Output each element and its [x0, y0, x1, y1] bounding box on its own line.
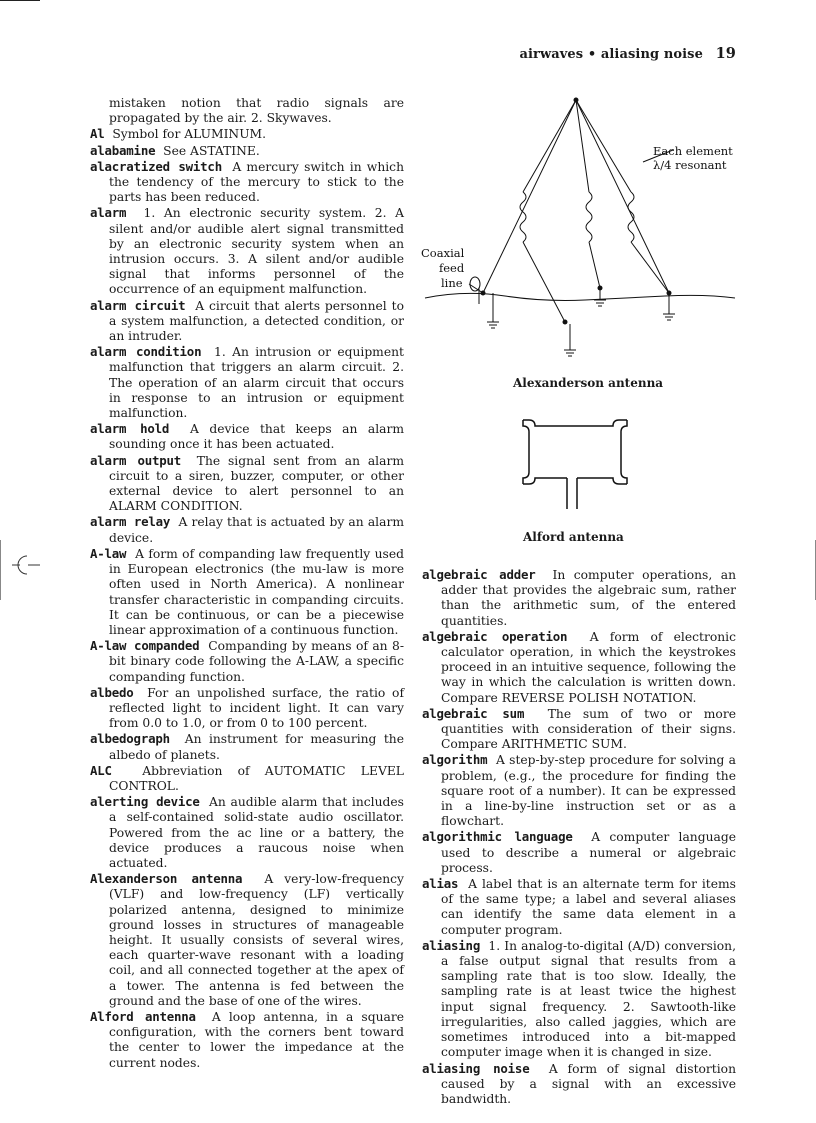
- dictionary-entry: [90, 871, 404, 1009]
- entry-term: alarm output: [90, 452, 182, 468]
- entry-definition: A loop antenna, in a square configuration, with the corners bent toward the center to lower the impedance at the current nodes.: [109, 1009, 405, 1070]
- entry-term: alacratized switch: [90, 158, 222, 174]
- entry-term: algorithmic language: [422, 829, 573, 845]
- element-label-line-2: λ/4 resonant: [653, 158, 727, 172]
- entry-definition: 1. In analog-to-digital (A/D) conversion, a false output signal that results from a sampling rate that is too slow. Ideally, the sampling rate is at least twice the highest input signal frequency. 2. Sawtooth-like irregularities, also called jaggies, which are sometimes introduced into a bit-mapped computer image when it is changed in size.: [441, 938, 736, 1060]
- page-number: 19: [715, 45, 736, 62]
- dictionary-entry: [90, 126, 404, 142]
- figure-caption-alexanderson: Alexanderson antenna: [513, 376, 664, 390]
- entry-term: alarm hold: [90, 421, 170, 437]
- entry-definition: A form of electronic calculator operation, in which the keystrokes proceed in an intuitive sequence, following the way in which the calculation is written down. Compare REVERSE POLISH NOTATION.: [441, 629, 736, 705]
- entry-term: ALC: [90, 762, 112, 778]
- dictionary-entry: [422, 629, 736, 706]
- dictionary-entry: [90, 205, 404, 297]
- alexanderson-antenna-diagram: [415, 92, 745, 367]
- entry-definition: A computer language used to describe a numeral or algebraic process.: [441, 830, 736, 875]
- entry-term: algebraic sum: [422, 705, 525, 721]
- entry-definition: The sum of two or more quantities with consideration of their signs. Compare ARITHMETIC SUM.: [441, 706, 736, 752]
- dictionary-entry: [90, 1009, 404, 1071]
- feed-label-line-2: feed: [439, 261, 465, 275]
- dictionary-entry: [90, 731, 404, 762]
- dictionary-entry: [90, 96, 404, 126]
- entry-definition: Abbreviation of AUTOMATIC LEVEL CONTROL.: [109, 763, 404, 793]
- dictionary-entry: [422, 938, 736, 1061]
- entry-definition: mistaken notion that radio signals are propagated by the air. 2. Skywaves.: [109, 96, 404, 126]
- entry-term: aliasing noise: [422, 1060, 530, 1076]
- entry-definition: Symbol for ALUMINUM.: [112, 127, 267, 142]
- entry-definition: A mercury switch in which the tendency of the mercury to stick to the parts has been reduced.: [109, 159, 404, 205]
- entry-term: alias: [422, 876, 459, 892]
- entry-definition: A device that keeps an alarm sounding once it has been actuated.: [109, 422, 405, 452]
- entry-term: algorithm: [422, 752, 488, 768]
- dictionary-entry: [90, 453, 404, 515]
- dictionary-entry: [90, 685, 404, 732]
- entry-term: alarm: [90, 205, 127, 221]
- entry-definition: For an unpolished surface, the ratio of reflected light to incident light. It can vary from 0.0 to 1.0, or from 0 to 100 percent.: [109, 685, 404, 731]
- entry-definition: Companding by means of an 8-bit binary code following the A-LAW, a specific companding function.: [109, 639, 404, 684]
- entry-term: Al: [90, 126, 105, 142]
- entry-term: aliasing: [422, 937, 481, 953]
- dictionary-entry: [90, 298, 404, 345]
- dictionary-entry: [90, 421, 404, 452]
- dictionary-entry: [90, 344, 404, 421]
- dictionary-entry: [422, 706, 736, 753]
- dictionary-entry: [90, 159, 404, 206]
- entry-term: albedo: [90, 684, 134, 700]
- entry-definition: A very-low-frequency (VLF) and low-frequency (LF) vertically polarized antenna, designed to minimize ground losses in structures of manageable height. It usually consists of several wires, each quarter-wave resonant with a loading coil, and all connected together at the apex of a tower. The antenna is fed between the ground and the base of one of the wires.: [109, 872, 404, 1008]
- entry-term: Alexanderson antenna: [90, 871, 243, 887]
- entry-term: alarm relay: [90, 514, 171, 530]
- entry-term: A-law: [90, 545, 127, 561]
- entry-definition: 1. An electronic security system. 2. A silent and/or audible alert signal transmitted by an electronic security system when an intrusion occurs. 3. A silent and/or audible signal that informs personnel of the occurrence of an equipment malfunction.: [109, 206, 404, 297]
- running-title: airwaves • aliasing noise: [519, 47, 703, 62]
- element-label-line-1: Each element: [653, 144, 733, 158]
- alford-antenna-diagram: [515, 412, 635, 512]
- running-header: [519, 45, 736, 62]
- feed-label-line-3: line: [441, 276, 463, 290]
- entry-term: A-law companded: [90, 638, 200, 654]
- registration-mark: [0, 548, 50, 578]
- dictionary-entry: [90, 794, 404, 871]
- entry-definition: A step-by-step procedure for solving a problem, (e.g., the procedure for finding the square root of a number). It can be expressed in a line-by-line instruction set or as a flowchart.: [441, 753, 736, 829]
- entry-definition: A relay that is actuated by an alarm device.: [109, 515, 404, 545]
- entry-definition: An audible alarm that includes a self-contained solid-state audio oscillator. Powered from the ac line or a battery, the device produces a raucous noise when actuated.: [109, 795, 404, 870]
- entry-term: alerting device: [90, 794, 200, 810]
- entry-term: alabamine: [90, 142, 156, 158]
- entry-definition: The signal sent from an alarm circuit to a siren, buzzer, computer, or other external device to alert personnel to an ALARM CONDITION.: [109, 453, 404, 514]
- figure-caption-alford: Alford antenna: [523, 530, 624, 544]
- dictionary-entry: [90, 546, 404, 638]
- entry-definition: A form of companding law frequently used in European electronics (the mu-law is more often used in North America). A nonlinear transfer characteristic in companding circuits. It can be continuous, or can be a piecewise linear approximation of a continuous function.: [109, 546, 404, 637]
- dictionary-entry: [422, 829, 736, 876]
- left-column: [90, 96, 404, 1071]
- entry-term: alarm condition: [90, 344, 202, 360]
- dictionary-entry: [90, 638, 404, 685]
- entry-definition: An instrument for measuring the albedo of planets.: [109, 732, 404, 762]
- entry-term: algebraic adder: [422, 567, 536, 582]
- entry-definition: A circuit that alerts personnel to a system malfunction, a detected condition, or an intruder.: [109, 298, 404, 344]
- entry-definition: See ASTATINE.: [163, 143, 260, 158]
- entry-definition: In computer operations, an adder that provides the algebraic sum, rather than the arithmetic sum, of the entered quantities.: [441, 568, 736, 628]
- entry-definition: 1. An intrusion or equipment malfunction that triggers an alarm circuit. 2. The operation of an alarm circuit that occurs in response to an intrusion or equipment malfunction.: [109, 345, 404, 421]
- right-column: [422, 567, 736, 1107]
- dictionary-entry: [422, 876, 736, 938]
- entry-definition: A form of signal distortion caused by a signal with an excessive bandwidth.: [441, 1061, 736, 1106]
- dictionary-entry: [422, 752, 736, 829]
- entry-term: Alford antenna: [90, 1008, 196, 1024]
- dictionary-entry: [422, 1061, 736, 1108]
- crop-mark: [0, 0, 40, 1]
- entry-definition: A label that is an alternate term for items of the same type; a label and several aliases can identify the same data element in a computer program.: [441, 877, 736, 937]
- dictionary-entry: [90, 143, 404, 159]
- dictionary-entry: [422, 567, 736, 629]
- dictionary-entry: [90, 514, 404, 545]
- dictionary-entry: [90, 763, 404, 794]
- entry-term: albedograph: [90, 731, 170, 747]
- entry-term: algebraic operation: [422, 628, 568, 644]
- entry-term: alarm circuit: [90, 297, 186, 313]
- feed-label-line-1: Coaxial: [421, 246, 465, 260]
